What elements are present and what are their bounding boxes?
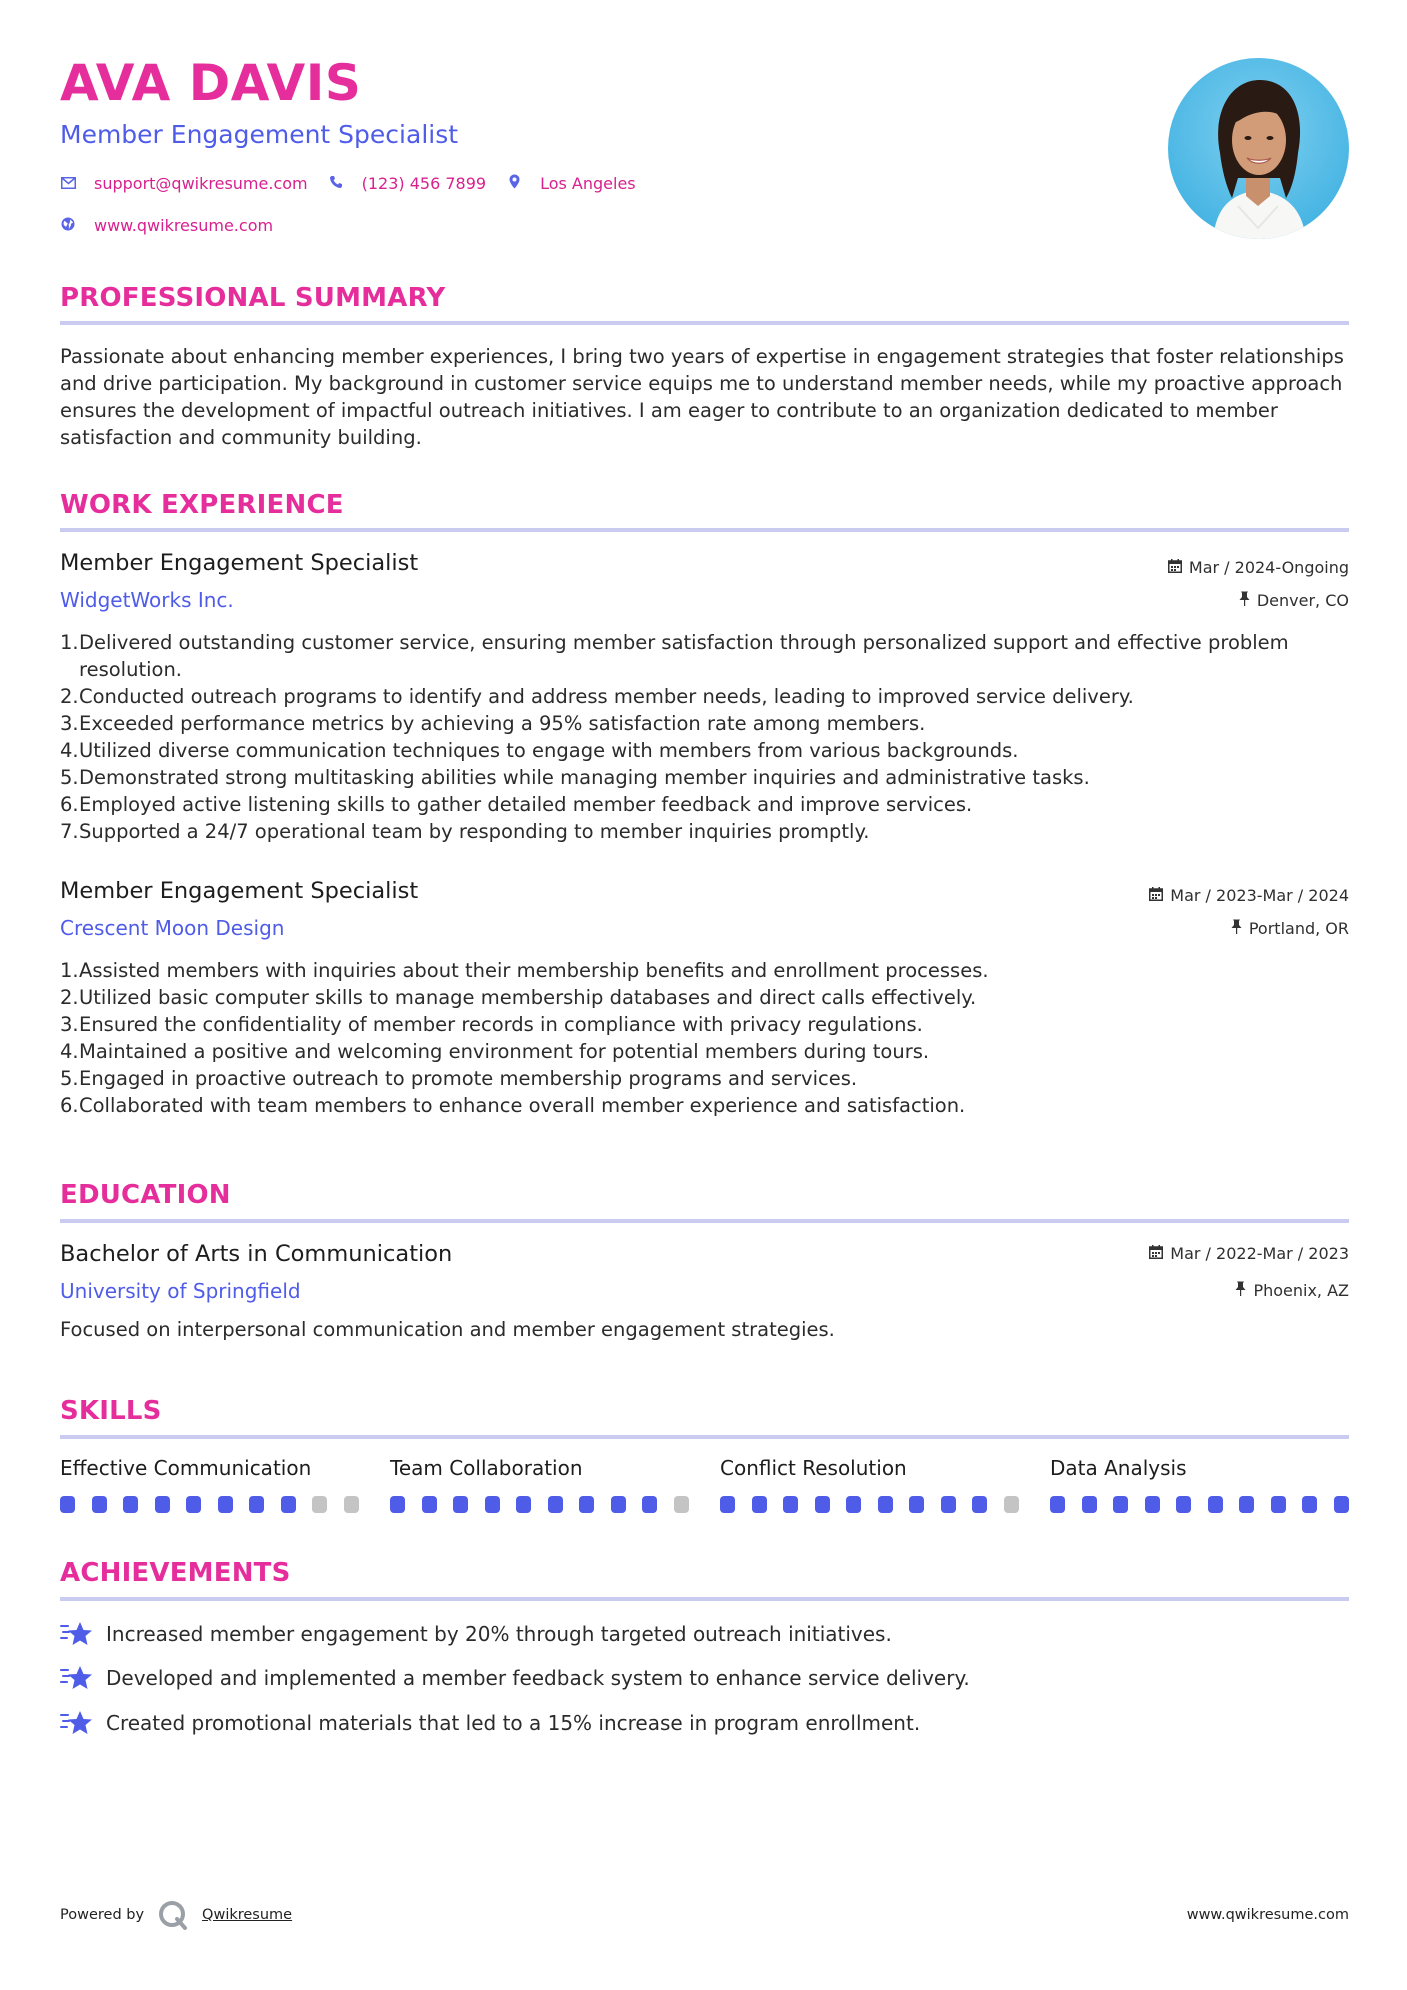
section-divider: [60, 1597, 1349, 1601]
rating-dot-filled: [249, 1496, 264, 1513]
profile-photo: [1168, 58, 1349, 239]
globe-icon: [60, 217, 76, 235]
skill-name: Effective Communication: [60, 1456, 312, 1480]
skill-item: [390, 1456, 689, 1513]
rating-dot-filled: [1113, 1496, 1128, 1513]
job-bullets: [60, 957, 1349, 1119]
calendar-icon: [1168, 559, 1182, 577]
location-text: Los Angeles: [540, 174, 636, 193]
rating-dot-filled: [1050, 1496, 1065, 1513]
map-pin-icon: [506, 174, 522, 193]
rating-dot-filled: [1334, 1496, 1349, 1513]
contact-row: [60, 174, 656, 193]
degree-title: Bachelor of Arts in Communication: [60, 1241, 453, 1267]
education-dates: [1149, 1244, 1349, 1263]
rating-dot-filled: [390, 1496, 405, 1513]
list-item: 1. Delivered outstanding customer service, ensuring member satisfaction through personalized support and effective problem resolution.: [60, 631, 1289, 681]
rating-dot-filled: [611, 1496, 626, 1513]
rating-dot-filled: [909, 1496, 924, 1513]
rating-dot-filled: [1145, 1496, 1160, 1513]
rating-dot-filled: [846, 1496, 861, 1513]
section-title-experience: WORK EXPERIENCE: [60, 490, 344, 520]
rating-dot-filled: [281, 1496, 296, 1513]
skill-item: [60, 1456, 359, 1513]
contact-website[interactable]: [60, 216, 273, 235]
candidate-name: AVA DAVIS: [60, 54, 362, 112]
section-title-summary: PROFESSIONAL SUMMARY: [60, 283, 446, 313]
rating-dot-filled: [579, 1496, 594, 1513]
rating-dot-filled: [1082, 1496, 1097, 1513]
calendar-icon: [1149, 887, 1163, 905]
rating-dot-empty: [312, 1496, 327, 1513]
achievement-item: [60, 1620, 892, 1648]
dates-text: Mar / 2024-Ongoing: [1188, 558, 1349, 577]
rating-dot-filled: [972, 1496, 987, 1513]
job-dates: [1149, 886, 1349, 905]
phone-text: (123) 456 7899: [361, 174, 487, 193]
pushpin-icon: [1239, 591, 1250, 610]
list-item: 6. Collaborated with team members to enhance overall member experience and satisfaction.: [60, 1094, 966, 1117]
rating-dot-filled: [123, 1496, 138, 1513]
job-location: [1231, 919, 1349, 938]
star-icon: [60, 1709, 92, 1737]
achievement-text: Increased member engagement by 20% through targeted outreach initiatives.: [106, 1622, 892, 1646]
rating-dot-filled: [453, 1496, 468, 1513]
powered-by-text: Powered by: [60, 1907, 145, 1923]
star-icon: [60, 1620, 92, 1648]
summary-text: Passionate about enhancing member experiences, I bring two years of expertise in engagement strategies that foster relationships and drive participation. My background in customer service equips me to understand member needs, while my proactive approach ensures the development of impactful outreach initiatives. I am eager to contribute to an organization dedicated to member satisfaction and community building.: [60, 345, 1344, 449]
contact-location: [506, 174, 636, 193]
skill-name: Team Collaboration: [390, 1456, 583, 1480]
pushpin-icon: [1235, 1281, 1246, 1300]
education-location: [1235, 1281, 1349, 1300]
calendar-icon: [1149, 1245, 1163, 1263]
job-dates: [1168, 558, 1349, 577]
rating-dot-filled: [783, 1496, 798, 1513]
skill-rating: [1050, 1496, 1349, 1513]
candidate-title: Member Engagement Specialist: [60, 120, 459, 149]
dates-text: Mar / 2023-Mar / 2024: [1170, 886, 1349, 905]
rating-dot-filled: [548, 1496, 563, 1513]
rating-dot-filled: [155, 1496, 170, 1513]
rating-dot-filled: [1208, 1496, 1223, 1513]
rating-dot-filled: [485, 1496, 500, 1513]
website-text: www.qwikresume.com: [94, 216, 274, 235]
skills-grid: [60, 1456, 1349, 1513]
skill-rating: [60, 1496, 359, 1513]
rating-dot-filled: [815, 1496, 830, 1513]
rating-dot-filled: [1176, 1496, 1191, 1513]
contact-email[interactable]: [60, 174, 308, 193]
rating-dot-filled: [422, 1496, 437, 1513]
section-divider: [60, 1219, 1349, 1223]
location-text: Portland, OR: [1248, 919, 1349, 938]
list-item: 7. Supported a 24/7 operational team by responding to member inquiries promptly.: [60, 820, 870, 843]
rating-dot-filled: [1271, 1496, 1286, 1513]
phone-icon: [328, 175, 344, 193]
section-divider: [60, 321, 1349, 325]
contact-phone[interactable]: [328, 174, 486, 193]
rating-dot-filled: [1239, 1496, 1254, 1513]
job-location: [1239, 591, 1349, 610]
list-item: 5. Demonstrated strong multitasking abilities while managing member inquiries and administrative tasks.: [60, 766, 1090, 789]
email-text: support@qwikresume.com: [94, 174, 308, 193]
rating-dot-filled: [186, 1496, 201, 1513]
rating-dot-filled: [218, 1496, 233, 1513]
list-item: 4. Maintained a positive and welcoming environment for potential members during tours.: [60, 1040, 930, 1063]
section-title-achievements: ACHIEVEMENTS: [60, 1558, 291, 1588]
dates-text: Mar / 2022-Mar / 2023: [1170, 1244, 1349, 1263]
achievement-item: [60, 1709, 920, 1737]
list-item: 5. Engaged in proactive outreach to promote membership programs and services.: [60, 1067, 858, 1090]
rating-dot-filled: [92, 1496, 107, 1513]
rating-dot-filled: [516, 1496, 531, 1513]
education-description: Focused on interpersonal communication and member engagement strategies.: [60, 1318, 835, 1341]
rating-dot-filled: [60, 1496, 75, 1513]
job-title: Member Engagement Specialist: [60, 878, 419, 904]
section-title-skills: SKILLS: [60, 1396, 162, 1426]
skill-rating: [720, 1496, 1019, 1513]
company-name: WidgetWorks Inc.: [60, 588, 234, 612]
rating-dot-empty: [674, 1496, 689, 1513]
rating-dot-filled: [1302, 1496, 1317, 1513]
rating-dot-filled: [878, 1496, 893, 1513]
school-name: University of Springfield: [60, 1279, 301, 1303]
list-item: 2. Conducted outreach programs to identify and address member needs, leading to improved service delivery.: [60, 685, 1134, 708]
skill-name: Conflict Resolution: [720, 1456, 907, 1480]
skill-item: [720, 1456, 1019, 1513]
list-item: 4. Utilized diverse communication techniques to engage with members from various backgrounds.: [60, 739, 1019, 762]
rating-dot-filled: [941, 1496, 956, 1513]
location-text: Phoenix, AZ: [1253, 1281, 1349, 1300]
envelope-icon: [60, 175, 76, 193]
rating-dot-empty: [1004, 1496, 1019, 1513]
brand-link[interactable]: Qwikresume: [202, 1907, 293, 1923]
section-title-education: EDUCATION: [60, 1180, 231, 1210]
list-item: 3. Exceeded performance metrics by achieving a 95% satisfaction rate among members.: [60, 712, 926, 735]
job-bullets: [60, 629, 1349, 845]
rating-dot-empty: [344, 1496, 359, 1513]
footer-website[interactable]: www.qwikresume.com: [1186, 1907, 1349, 1923]
skill-item: [1050, 1456, 1349, 1513]
skill-name: Data Analysis: [1050, 1456, 1187, 1480]
achievement-text: Developed and implemented a member feedback system to enhance service delivery.: [106, 1666, 970, 1690]
rating-dot-filled: [642, 1496, 657, 1513]
company-name: Crescent Moon Design: [60, 916, 285, 940]
job-title: Member Engagement Specialist: [60, 550, 419, 576]
pushpin-icon: [1231, 919, 1242, 938]
section-divider: [60, 528, 1349, 532]
location-text: Denver, CO: [1256, 591, 1349, 610]
rating-dot-filled: [752, 1496, 767, 1513]
section-divider: [60, 1435, 1349, 1439]
contact-row-2: [60, 216, 293, 235]
rating-dot-filled: [720, 1496, 735, 1513]
list-item: 6. Employed active listening skills to gather detailed member feedback and improve services.: [60, 793, 973, 816]
achievement-text: Created promotional materials that led to a 15% increase in program enrollment.: [106, 1711, 921, 1735]
star-icon: [60, 1664, 92, 1692]
list-item: 1. Assisted members with inquiries about their membership benefits and enrollment processes.: [60, 959, 989, 982]
qwikresume-logo: [158, 1900, 188, 1930]
list-item: 3. Ensured the confidentiality of member records in compliance with privacy regulations.: [60, 1013, 923, 1036]
achievement-item: [60, 1664, 970, 1692]
skill-rating: [390, 1496, 689, 1513]
list-item: 2. Utilized basic computer skills to manage membership databases and direct calls effectively.: [60, 986, 977, 1009]
footer-powered-by: [60, 1900, 292, 1930]
